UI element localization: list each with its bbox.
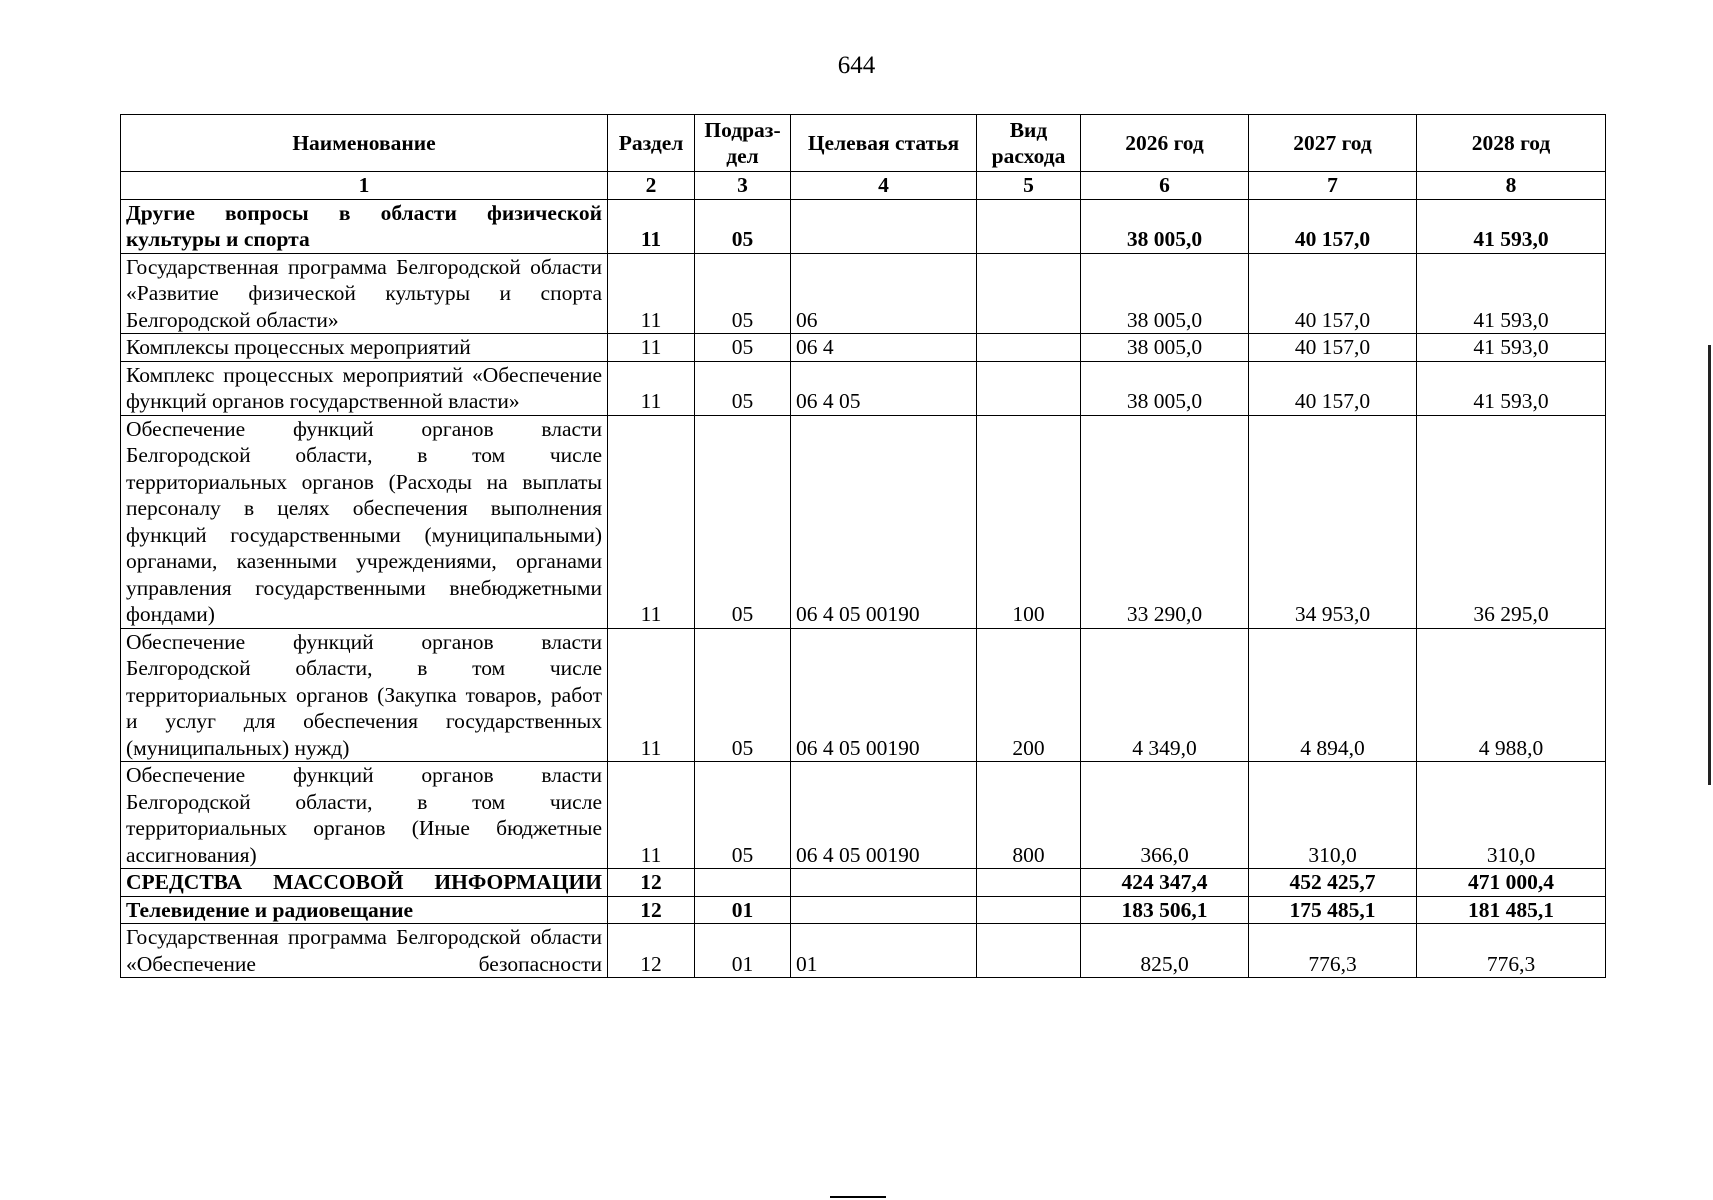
row-expense-type (977, 896, 1081, 924)
row-value-2026: 424 347,4 (1081, 869, 1249, 897)
column-number: 3 (695, 172, 791, 200)
row-value-2027: 776,3 (1249, 924, 1417, 978)
header-name: Наименование (121, 115, 608, 172)
row-section: 11 (608, 199, 695, 253)
row-subsection (695, 869, 791, 897)
row-value-2027: 40 157,0 (1249, 253, 1417, 334)
row-name: Обеспечение функций органов власти Белгородской области, в том числе территориальных органов (Закупка товаров, работ и услуг для обеспечения государственных (муниципальных) нужд) (121, 628, 608, 762)
scan-edge-mark (1708, 345, 1711, 785)
header-section: Раздел (608, 115, 695, 172)
table-body (121, 199, 1606, 978)
row-value-2027: 34 953,0 (1249, 415, 1417, 628)
row-value-2027: 175 485,1 (1249, 896, 1417, 924)
row-value-2026: 38 005,0 (1081, 361, 1249, 415)
column-number: 1 (121, 172, 608, 200)
column-number: 6 (1081, 172, 1249, 200)
row-subsection: 05 (695, 253, 791, 334)
row-value-2027: 40 157,0 (1249, 334, 1417, 362)
table-row (121, 869, 1606, 897)
table-row (121, 253, 1606, 334)
row-section: 11 (608, 762, 695, 869)
row-value-2026: 38 005,0 (1081, 199, 1249, 253)
row-value-2026: 825,0 (1081, 924, 1249, 978)
table-row (121, 361, 1606, 415)
row-value-2028: 41 593,0 (1417, 334, 1606, 362)
row-value-2026: 33 290,0 (1081, 415, 1249, 628)
row-target-article (791, 896, 977, 924)
row-value-2027: 4 894,0 (1249, 628, 1417, 762)
header-subsection: Подраз-дел (695, 115, 791, 172)
row-section: 11 (608, 628, 695, 762)
row-value-2028: 41 593,0 (1417, 253, 1606, 334)
row-expense-type (977, 361, 1081, 415)
row-subsection: 05 (695, 199, 791, 253)
row-name: Другие вопросы в области физической культуры и спорта (121, 199, 608, 253)
header-year-2026: 2026 год (1081, 115, 1249, 172)
row-name: СРЕДСТВА МАССОВОЙ ИНФОРМАЦИИ (121, 869, 608, 897)
row-value-2028: 41 593,0 (1417, 199, 1606, 253)
budget-table (120, 114, 1606, 978)
table-header-row (121, 115, 1606, 172)
row-subsection: 01 (695, 896, 791, 924)
row-value-2027: 40 157,0 (1249, 361, 1417, 415)
row-subsection: 05 (695, 361, 791, 415)
row-value-2028: 310,0 (1417, 762, 1606, 869)
header-target-article: Целевая статья (791, 115, 977, 172)
row-target-article (791, 869, 977, 897)
column-number: 5 (977, 172, 1081, 200)
row-section: 11 (608, 361, 695, 415)
row-section: 11 (608, 415, 695, 628)
row-expense-type (977, 253, 1081, 334)
row-subsection: 05 (695, 415, 791, 628)
row-value-2028: 41 593,0 (1417, 361, 1606, 415)
row-name: Обеспечение функций органов власти Белгородской области, в том числе территориальных органов (Иные бюджетные ассигнования) (121, 762, 608, 869)
row-value-2028: 36 295,0 (1417, 415, 1606, 628)
row-expense-type: 800 (977, 762, 1081, 869)
row-name: Комплекс процессных мероприятий «Обеспечение функций органов государственной власти» (121, 361, 608, 415)
table-row (121, 896, 1606, 924)
column-number-row (121, 172, 1606, 200)
row-section: 12 (608, 924, 695, 978)
header-year-2028: 2028 год (1417, 115, 1606, 172)
row-section: 11 (608, 334, 695, 362)
row-target-article: 06 4 (791, 334, 977, 362)
row-target-article: 06 (791, 253, 977, 334)
row-subsection: 05 (695, 628, 791, 762)
row-expense-type (977, 869, 1081, 897)
row-subsection: 01 (695, 924, 791, 978)
row-value-2028: 4 988,0 (1417, 628, 1606, 762)
row-name: Государственная программа Белгородской области «Развитие физической культуры и спорта Белгородской области» (121, 253, 608, 334)
table-row (121, 334, 1606, 362)
column-number: 4 (791, 172, 977, 200)
row-name: Обеспечение функций органов власти Белгородской области, в том числе территориальных органов (Расходы на выплаты персоналу в целях обеспечения выполнения функций государственными (муниципальными) органами, казенными учреждениями, органами управления государственными внебюджетными фондами) (121, 415, 608, 628)
row-value-2028: 471 000,4 (1417, 869, 1606, 897)
row-name: Комплексы процессных мероприятий (121, 334, 608, 362)
row-target-article: 06 4 05 00190 (791, 762, 977, 869)
table-row (121, 415, 1606, 628)
header-year-2027: 2027 год (1249, 115, 1417, 172)
row-target-article: 01 (791, 924, 977, 978)
row-expense-type: 100 (977, 415, 1081, 628)
row-section: 11 (608, 253, 695, 334)
table-row (121, 924, 1606, 978)
row-expense-type (977, 334, 1081, 362)
row-value-2028: 776,3 (1417, 924, 1606, 978)
row-subsection: 05 (695, 762, 791, 869)
row-section: 12 (608, 896, 695, 924)
row-expense-type (977, 924, 1081, 978)
row-value-2026: 38 005,0 (1081, 253, 1249, 334)
row-section: 12 (608, 869, 695, 897)
row-value-2028: 181 485,1 (1417, 896, 1606, 924)
header-expense-type: Вид расхода (977, 115, 1081, 172)
row-name: Государственная программа Белгородской области «Обеспечение безопасности (121, 924, 608, 978)
table-row (121, 199, 1606, 253)
row-target-article: 06 4 05 (791, 361, 977, 415)
row-target-article (791, 199, 977, 253)
table-row (121, 762, 1606, 869)
column-number: 2 (608, 172, 695, 200)
row-name: Телевидение и радиовещание (121, 896, 608, 924)
footer-rule (830, 1196, 886, 1198)
row-target-article: 06 4 05 00190 (791, 628, 977, 762)
row-value-2027: 452 425,7 (1249, 869, 1417, 897)
column-number: 8 (1417, 172, 1606, 200)
row-value-2027: 40 157,0 (1249, 199, 1417, 253)
row-expense-type (977, 199, 1081, 253)
row-value-2026: 38 005,0 (1081, 334, 1249, 362)
row-value-2027: 310,0 (1249, 762, 1417, 869)
row-value-2026: 183 506,1 (1081, 896, 1249, 924)
row-target-article: 06 4 05 00190 (791, 415, 977, 628)
row-expense-type: 200 (977, 628, 1081, 762)
column-number: 7 (1249, 172, 1417, 200)
page-number: 644 (837, 52, 876, 79)
row-subsection: 05 (695, 334, 791, 362)
row-value-2026: 4 349,0 (1081, 628, 1249, 762)
row-value-2026: 366,0 (1081, 762, 1249, 869)
table-row (121, 628, 1606, 762)
